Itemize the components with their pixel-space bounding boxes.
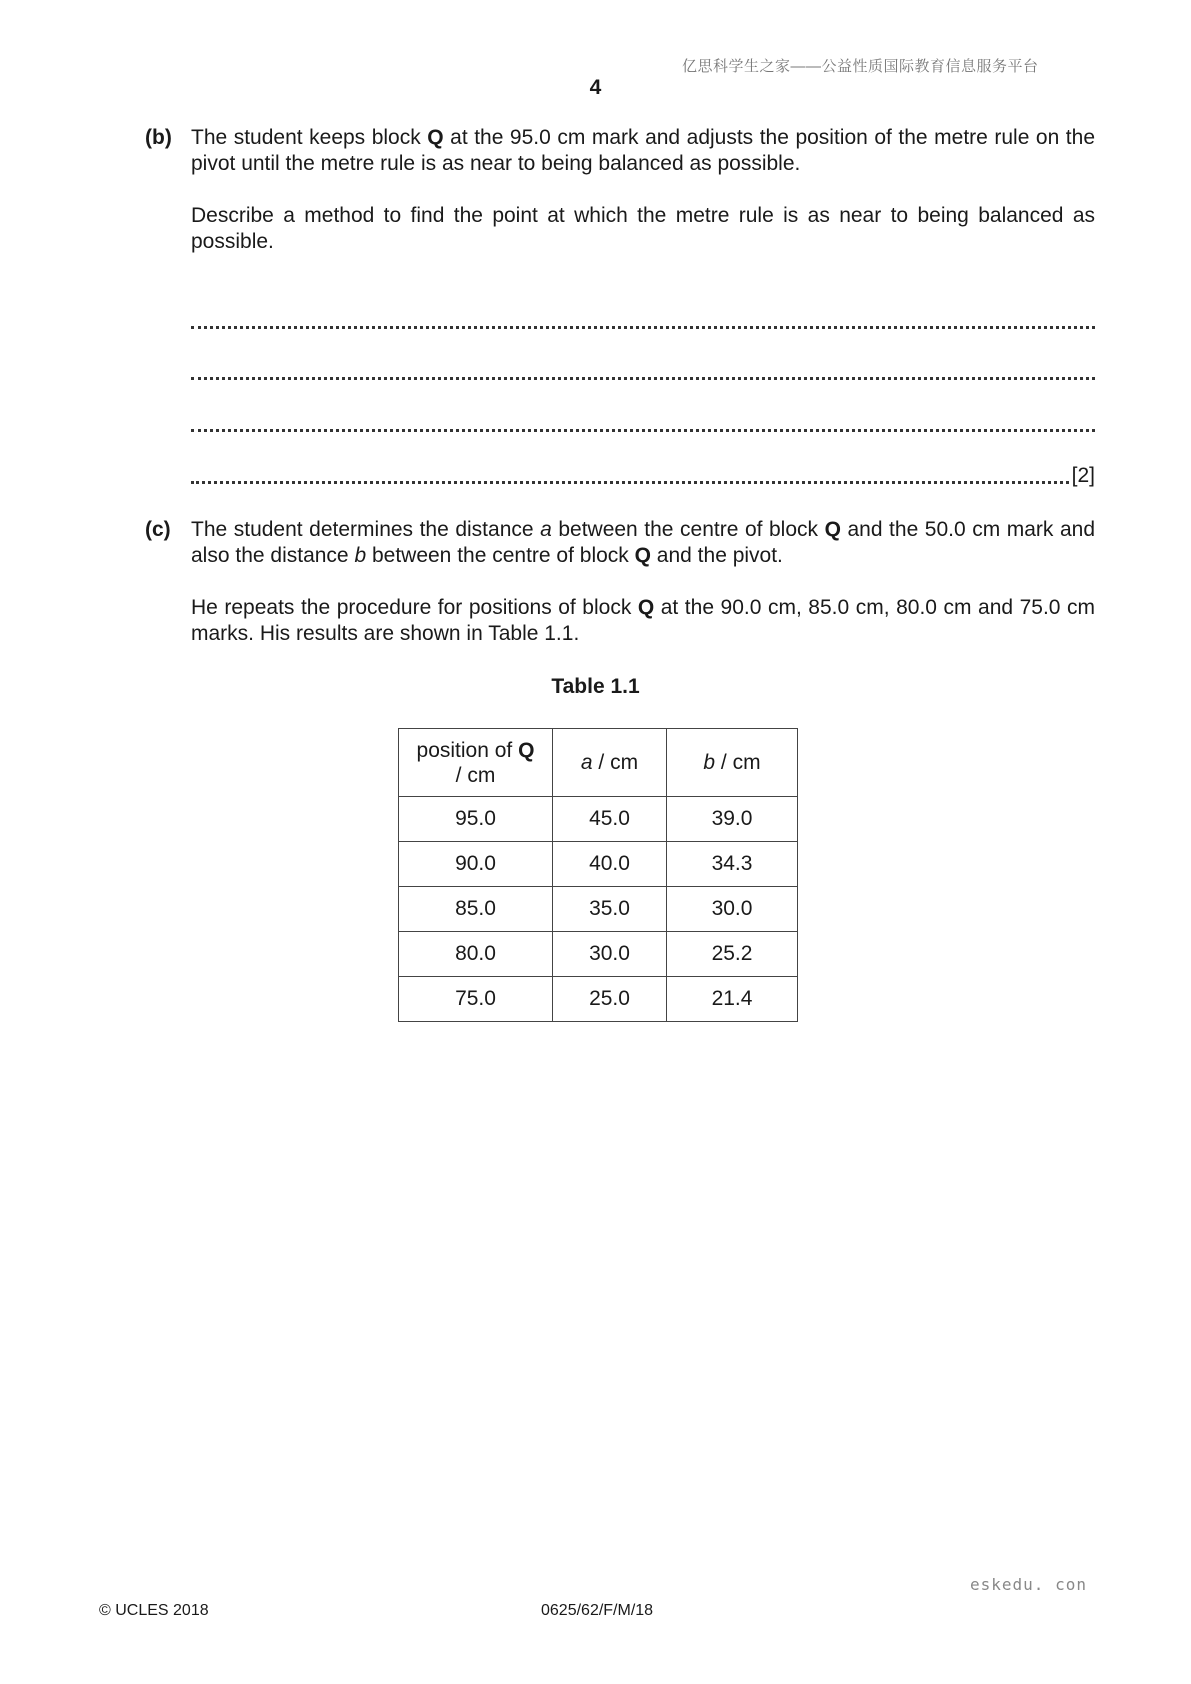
cell-position: 95.0: [399, 797, 553, 842]
text: and the pivot.: [650, 544, 783, 567]
dotted-line: [191, 326, 1095, 329]
cell-b: 25.2: [667, 932, 798, 977]
block-q-label: Q: [518, 738, 535, 762]
block-q-label: Q: [427, 126, 444, 149]
answer-line-4[interactable]: [191, 464, 1095, 490]
unit: / cm: [715, 751, 761, 774]
table-row: [399, 932, 798, 977]
cell-position: 80.0: [399, 932, 553, 977]
variable-a: a: [580, 751, 593, 774]
cell-b: 39.0: [667, 797, 798, 842]
paper-code: 0625/62/F/M/18: [541, 1602, 654, 1619]
variable-b: b: [703, 751, 716, 774]
dotted-line: [191, 429, 1095, 432]
header-a: [553, 729, 667, 797]
results-table: [398, 728, 798, 1022]
unit: / cm: [455, 763, 496, 787]
dotted-line: [191, 481, 1069, 484]
part-c-paragraph-1: [191, 517, 1095, 569]
text: The student keeps block: [191, 126, 428, 149]
cell-a: 30.0: [553, 932, 667, 977]
part-c-body: [191, 517, 1095, 673]
header-watermark: 亿思科学生之家——公益性质国际教育信息服务平台: [682, 58, 1039, 75]
header-b: [667, 729, 798, 797]
text: The student determines the distance: [191, 518, 541, 541]
block-q-label: Q: [637, 596, 655, 619]
cell-b: 21.4: [667, 977, 798, 1022]
block-q-label: Q: [634, 544, 651, 567]
text: at the 90.0 cm, 85.0 cm, 80.0 cm and 75.0 cm marks. His results are shown in Table 1.1.: [191, 596, 1095, 645]
answer-line-2[interactable]: [191, 360, 1095, 386]
cell-b: 34.3: [667, 842, 798, 887]
cell-position: 75.0: [399, 977, 553, 1022]
table-row: [399, 887, 798, 932]
text: and the 50.0 cm mark and also the distance: [191, 518, 1096, 567]
cell-a: 40.0: [553, 842, 667, 887]
text: at the 95.0 cm mark and adjusts the position of the metre rule on the pivot until the metre rule is as near to being balanced as possible.: [191, 126, 1095, 175]
header-position-of-q: [399, 729, 553, 797]
table-title: Table 1.1: [551, 675, 640, 698]
copyright: © UCLES 2018: [99, 1602, 209, 1619]
cell-a: 35.0: [553, 887, 667, 932]
text: between the centre of block: [551, 518, 825, 541]
answer-line-3[interactable]: [191, 412, 1095, 438]
dotted-line: [191, 377, 1095, 380]
part-c-paragraph-2: [191, 595, 1095, 647]
cell-b: 30.0: [667, 887, 798, 932]
cell-position: 85.0: [399, 887, 553, 932]
footer-watermark: eskedu. con: [970, 1575, 1087, 1594]
text: He repeats the procedure for positions of block: [191, 596, 638, 619]
table-row: [399, 842, 798, 887]
cell-position: 90.0: [399, 842, 553, 887]
variable-b: b: [354, 544, 367, 567]
table-row: [399, 797, 798, 842]
part-c-label: (c): [145, 518, 171, 541]
block-q-label: Q: [824, 518, 841, 541]
table-header-row: [399, 729, 798, 797]
marks-label: [2]: [1071, 464, 1095, 487]
part-b-body: [191, 125, 1095, 281]
part-b-paragraph-2: Describe a method to find the point at which the metre rule is as near to being balanced as possible.: [191, 204, 1095, 253]
part-b-paragraph-1: [191, 125, 1095, 177]
table-row: [399, 977, 798, 1022]
unit: / cm: [592, 751, 639, 774]
page-number: 4: [589, 76, 602, 99]
text: position of: [416, 738, 519, 762]
answer-line-1[interactable]: [191, 309, 1095, 335]
part-b-label: (b): [145, 126, 172, 149]
cell-a: 25.0: [553, 977, 667, 1022]
cell-a: 45.0: [553, 797, 667, 842]
variable-a: a: [540, 518, 552, 541]
text: between the centre of block: [366, 544, 635, 567]
